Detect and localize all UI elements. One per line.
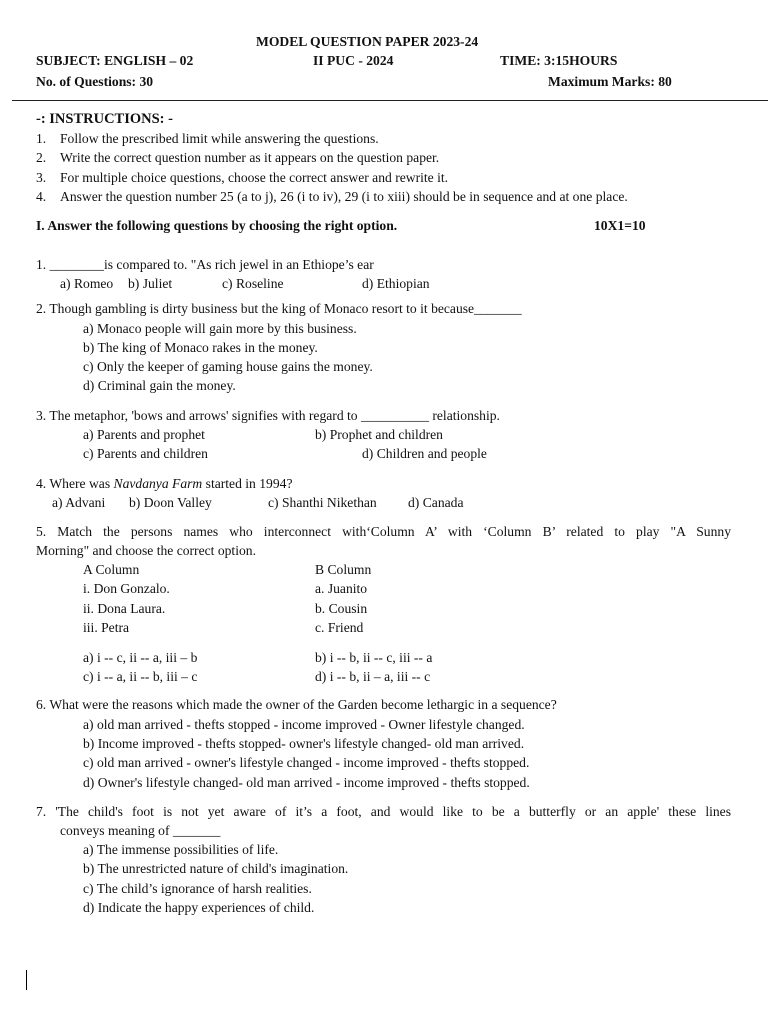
option-c: c) The child’s ignorance of harsh realities. — [83, 881, 312, 896]
farm-name: Navdanya Farm — [113, 476, 203, 491]
option-d: d) i -- b, ii – a, iii -- c — [315, 669, 431, 684]
column-b-heading: B Column — [315, 562, 372, 577]
question-5: 5. Match the persons names who interconnect with‘Column A’ with ‘Column B’ related to play "A Sunny — [36, 524, 731, 539]
class-label: II PUC - 2024 — [313, 53, 394, 68]
column-a-item: ii. Dona Laura. — [83, 601, 166, 616]
option-a: a) The immense possibilities of life. — [83, 842, 279, 857]
paper-title: MODEL QUESTION PAPER 2023-24 — [256, 34, 479, 49]
column-b-item: c. Friend — [315, 620, 364, 635]
option-d: d) Canada — [408, 495, 464, 510]
question-7: 7. 'The child's foot is not yet aware of it’s a foot, and would like to be a butterfly or an apple' these lines — [36, 804, 731, 819]
question-7-cont: conveys meaning of _______ — [60, 823, 221, 838]
option-b: b) Doon Valley — [129, 495, 212, 510]
option-c: c) Roseline — [222, 276, 284, 291]
question-1: 1. ________is compared to. "As rich jewel in an Ethiope’s ear — [36, 257, 374, 272]
option-b: b) i -- b, ii -- c, iii -- a — [315, 650, 433, 665]
option-d: d) Criminal gain the money. — [83, 378, 236, 393]
column-a-item: iii. Petra — [83, 620, 130, 635]
option-b: b) Prophet and children — [315, 427, 443, 442]
column-a-heading: A Column — [83, 562, 140, 577]
instruction-num: 3. — [36, 170, 47, 185]
instruction-num: 1. — [36, 131, 47, 146]
question-5-cont: Morning" and choose the correct option. — [36, 543, 256, 558]
option-a: a) Parents and prophet — [83, 427, 205, 442]
option-a: a) i -- c, ii -- a, iii – b — [83, 650, 198, 665]
subject-label: SUBJECT: ENGLISH – 02 — [36, 53, 194, 68]
question-2: 2. Though gambling is dirty business but the king of Monaco resort to it because_______ — [36, 301, 522, 316]
questions-count: No. of Questions: 30 — [36, 74, 154, 89]
instruction-item: For multiple choice questions, choose the correct answer and rewrite it. — [60, 170, 449, 185]
option-d: d) Children and people — [362, 446, 487, 461]
instructions-heading: -: INSTRUCTIONS: - — [36, 111, 173, 127]
option-c: c) Shanthi Nikethan — [268, 495, 377, 510]
column-a-item: i. Don Gonzalo. — [83, 581, 170, 596]
max-marks: Maximum Marks: 80 — [548, 74, 672, 89]
option-b: b) Income improved - thefts stopped- owner's lifestyle changed- old man arrived. — [83, 736, 525, 751]
option-d: d) Indicate the happy experiences of child. — [83, 900, 315, 915]
option-d: d) Owner's lifestyle changed- old man arrived - income improved - thefts stopped. — [83, 775, 530, 790]
instruction-item: Follow the prescribed limit while answering the questions. — [60, 131, 379, 146]
option-c: c) old man arrived - owner's lifestyle changed - income improved - thefts stopped. — [83, 755, 530, 770]
option-a: a) Romeo — [60, 276, 114, 291]
column-b-item: b. Cousin — [315, 601, 368, 616]
option-a: a) old man arrived - thefts stopped - income improved - Owner lifestyle changed. — [83, 717, 525, 732]
option-c: c) Parents and children — [83, 446, 208, 461]
option-c: c) i -- a, ii -- b, iii – c — [83, 669, 198, 684]
instruction-num: 4. — [36, 189, 47, 204]
section-marks: 10X1=10 — [594, 218, 646, 233]
option-c: c) Only the keeper of gaming house gains the money. — [83, 359, 373, 374]
instruction-item: Answer the question number 25 (a to j), 26 (i to iv), 29 (i to xiii) should be in sequence and at one place. — [60, 189, 628, 204]
question-6: 6. What were the reasons which made the owner of the Garden become lethargic in a sequence? — [36, 697, 557, 712]
header-divider — [12, 100, 768, 101]
option-a: a) Monaco people will gain more by this business. — [83, 321, 357, 336]
question-3: 3. The metaphor, 'bows and arrows' signifies with regard to __________ relationship. — [36, 408, 500, 423]
time-label: TIME: 3:15HOURS — [500, 53, 618, 68]
question-4: 4. Where was Navdanya Farm started in 1994? — [36, 476, 293, 491]
instruction-item: Write the correct question number as it appears on the question paper. — [60, 150, 440, 165]
option-b: b) The unrestricted nature of child's imagination. — [83, 861, 349, 876]
option-b: b) Juliet — [128, 276, 173, 291]
option-b: b) The king of Monaco rakes in the money. — [83, 340, 318, 355]
section-heading: I. Answer the following questions by choosing the right option. — [36, 218, 398, 233]
option-a: a) Advani — [52, 495, 106, 510]
column-b-item: a. Juanito — [315, 581, 368, 596]
option-d: d) Ethiopian — [362, 276, 430, 291]
text-cursor — [26, 970, 27, 990]
instruction-num: 2. — [36, 150, 47, 165]
